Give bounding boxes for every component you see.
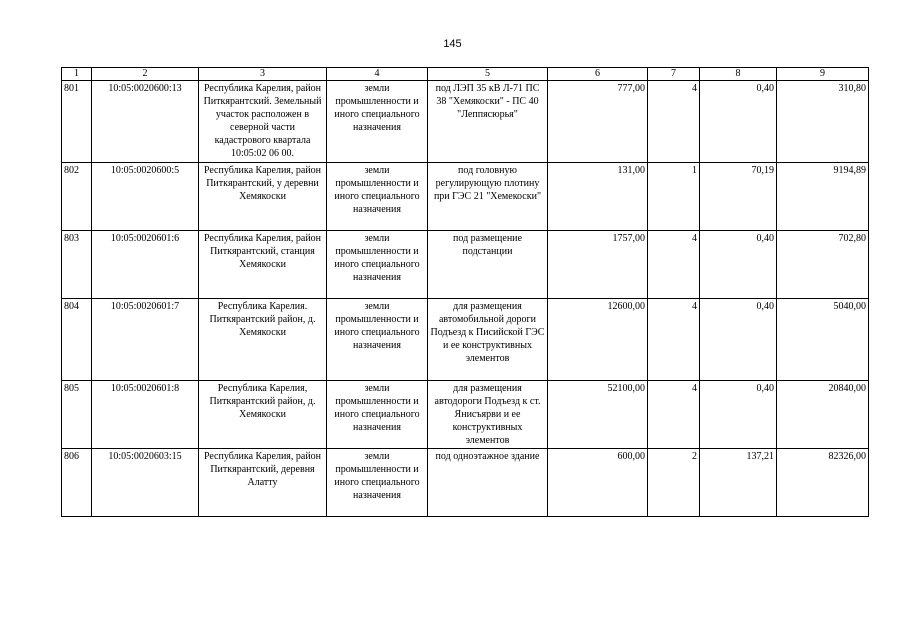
permitted-use: под размещение подстанции — [428, 231, 548, 299]
col-header-4: 4 — [327, 68, 428, 81]
location: Республика Карелия, Питкярантский район, д. Хемякоски — [199, 381, 327, 449]
land-plots-table — [61, 67, 869, 517]
land-category: земли промышленности и иного специального назначения — [327, 299, 428, 381]
rate: 0,40 — [700, 299, 777, 381]
location: Республика Карелия, район Питкярантский. Земельный участок расположен в северной части кадастрового квартала 10:05:02 06 00. — [199, 81, 327, 163]
amount: 82326,00 — [777, 449, 869, 517]
permitted-use: для размещения автомобильной дороги Подъезд к Писийской ГЭС и ее конструктивных элементов — [428, 299, 548, 381]
cadastral-number: 10:05:0020603:15 — [92, 449, 199, 517]
row-number: 806 — [62, 449, 92, 517]
land-category: земли промышленности и иного специального назначения — [327, 449, 428, 517]
col-header-7: 7 — [648, 68, 700, 81]
land-category: земли промышленности и иного специального назначения — [327, 81, 428, 163]
header-row — [62, 68, 869, 81]
permitted-use: под головную регулирующую плотину при ГЭС 21 "Хемекоски" — [428, 163, 548, 231]
row-number: 805 — [62, 381, 92, 449]
cadastral-number: 10:05:0020601:6 — [92, 231, 199, 299]
group-number: 4 — [648, 81, 700, 163]
location: Республика Карелия. Питкярантский район, д. Хемякоски — [199, 299, 327, 381]
amount: 5040,00 — [777, 299, 869, 381]
col-header-8: 8 — [700, 68, 777, 81]
group-number: 2 — [648, 449, 700, 517]
col-header-1: 1 — [62, 68, 92, 81]
cadastral-number: 10:05:0020601:7 — [92, 299, 199, 381]
row-number: 804 — [62, 299, 92, 381]
cadastral-number: 10:05:0020600:5 — [92, 163, 199, 231]
table-row — [62, 163, 869, 231]
col-header-6: 6 — [548, 68, 648, 81]
amount: 310,80 — [777, 81, 869, 163]
row-number: 803 — [62, 231, 92, 299]
rate: 0,40 — [700, 381, 777, 449]
amount: 9194,89 — [777, 163, 869, 231]
table-row — [62, 449, 869, 517]
page-number: 145 — [443, 38, 462, 50]
cadastral-number: 10:05:0020600:13 — [92, 81, 199, 163]
permitted-use: для размещения автодороги Подъезд к ст. Янисъярви и ее конструктивных элементов — [428, 381, 548, 449]
area: 1757,00 — [548, 231, 648, 299]
area: 52100,00 — [548, 381, 648, 449]
area: 12600,00 — [548, 299, 648, 381]
rate: 137,21 — [700, 449, 777, 517]
rate: 0,40 — [700, 81, 777, 163]
area: 600,00 — [548, 449, 648, 517]
row-number: 802 — [62, 163, 92, 231]
col-header-9: 9 — [777, 68, 869, 81]
group-number: 4 — [648, 299, 700, 381]
cadastral-number: 10:05:0020601:8 — [92, 381, 199, 449]
col-header-2: 2 — [92, 68, 199, 81]
group-number: 4 — [648, 231, 700, 299]
land-category: земли промышленности и иного специального назначения — [327, 231, 428, 299]
group-number: 1 — [648, 163, 700, 231]
col-header-3: 3 — [199, 68, 327, 81]
permitted-use: под одноэтажное здание — [428, 449, 548, 517]
location: Республика Карелия, район Питкярантский, станция Хемякоски — [199, 231, 327, 299]
row-number: 801 — [62, 81, 92, 163]
table-row — [62, 381, 869, 449]
group-number: 4 — [648, 381, 700, 449]
permitted-use: под ЛЭП 35 кВ Л-71 ПС 38 "Хемякоски" - ПС 40 "Леппясюрья" — [428, 81, 548, 163]
location: Республика Карелия, район Питкярантский, деревня Алатту — [199, 449, 327, 517]
land-category: земли промышленности и иного специального назначения — [327, 381, 428, 449]
location: Республика Карелия, район Питкярантский, у деревни Хемякоски — [199, 163, 327, 231]
table-row — [62, 81, 869, 163]
rate: 70,19 — [700, 163, 777, 231]
area: 131,00 — [548, 163, 648, 231]
rate: 0,40 — [700, 231, 777, 299]
amount: 20840,00 — [777, 381, 869, 449]
land-category: земли промышленности и иного специального назначения — [327, 163, 428, 231]
col-header-5: 5 — [428, 68, 548, 81]
table-row — [62, 299, 869, 381]
table-row — [62, 231, 869, 299]
area: 777,00 — [548, 81, 648, 163]
amount: 702,80 — [777, 231, 869, 299]
